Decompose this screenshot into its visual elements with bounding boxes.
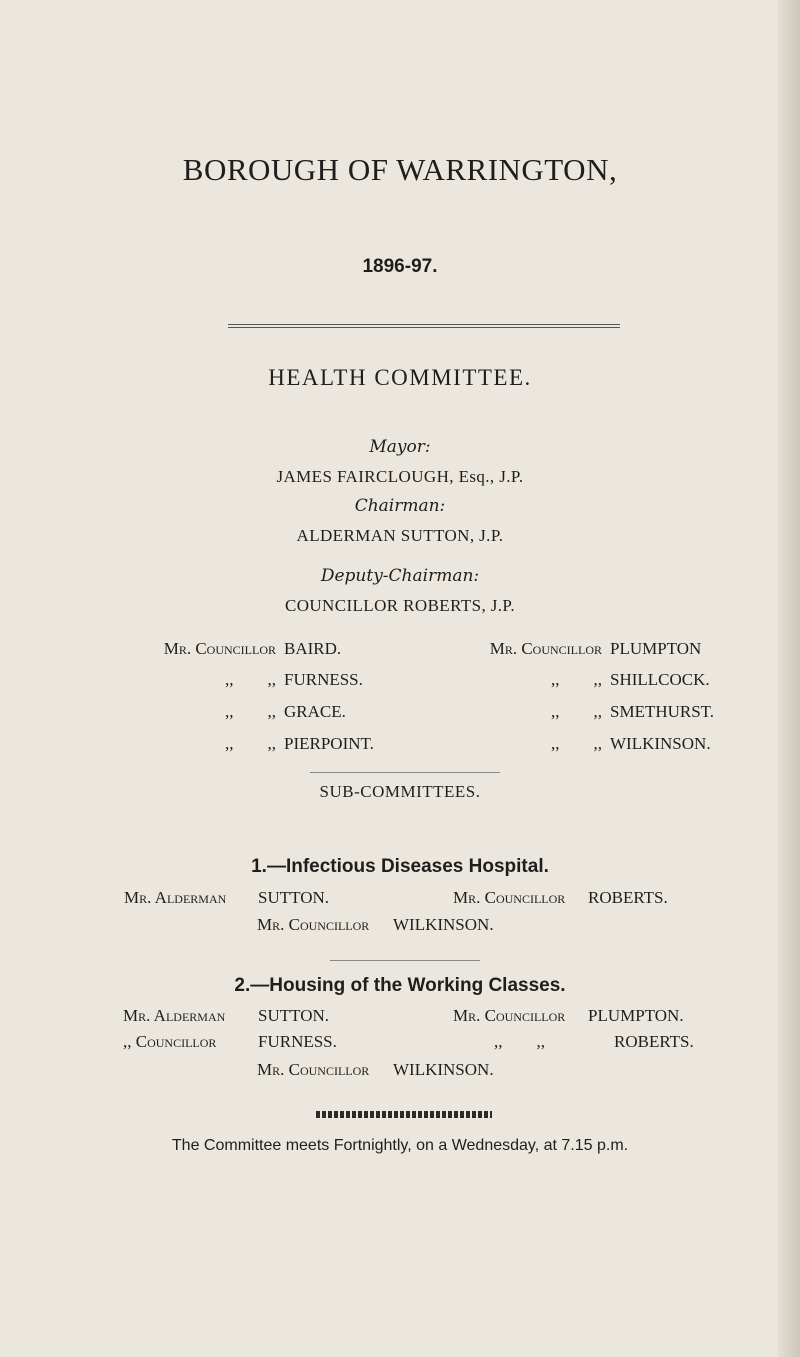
member-name: WILKINSON. xyxy=(610,734,711,753)
sub2-row1-right-prefix: Mr. Councillor xyxy=(453,1006,566,1025)
year-label: 1896-97. xyxy=(362,256,438,277)
member-prefix: ,, ,, xyxy=(225,670,276,689)
meeting-note: The Committee meets Fortnightly, on a Wednesday, at 7.15 p.m. xyxy=(171,1137,629,1154)
member-prefix: Mr. Councillor xyxy=(163,639,276,658)
sub1-center-prefix: Mr. Councillor xyxy=(257,915,370,934)
sub2-row2-right-prefix: ,, ,, xyxy=(494,1032,545,1051)
member-name: PIERPOINT. xyxy=(284,734,374,753)
sub2-row1-left-prefix: Mr. Alderman xyxy=(123,1006,226,1025)
sub1-left-name: SUTTON. xyxy=(258,888,329,907)
member-prefix: ,, ,, xyxy=(551,702,602,721)
deputy-chairman-role: Deputy-Chairman: xyxy=(320,566,480,586)
chairman-role: Chairman: xyxy=(354,496,446,516)
borough-title: BOROUGH OF WARRINGTON, xyxy=(182,152,618,187)
sub2-center-prefix: Mr. Councillor xyxy=(257,1060,370,1079)
sub2-center-name: WILKINSON. xyxy=(393,1060,494,1079)
member-name: GRACE. xyxy=(284,702,346,721)
member-name: BAIRD. xyxy=(284,639,342,658)
divider-rule xyxy=(228,327,620,328)
mayor-name: JAMES FAIRCLOUGH, Esq., J.P. xyxy=(276,467,524,486)
member-name: SHILLCOCK. xyxy=(610,670,710,689)
sub2-row2-left-name: FURNESS. xyxy=(258,1032,337,1051)
sub1-right-name: ROBERTS. xyxy=(588,888,668,907)
deputy-chairman-name: COUNCILLOR ROBERTS, J.P. xyxy=(284,596,516,615)
sub1-right-prefix: Mr. Councillor xyxy=(453,888,566,907)
member-name: SMETHURST. xyxy=(610,702,715,721)
member-name: PLUMPTON xyxy=(610,639,702,658)
sub1-center-name: WILKINSON. xyxy=(393,915,494,934)
divider-rule xyxy=(330,960,480,961)
member-prefix: ,, ,, xyxy=(225,734,276,753)
sub2-row1-left-name: SUTTON. xyxy=(258,1006,329,1025)
sub2-row2-right-name: ROBERTS. xyxy=(614,1032,694,1051)
divider-rule xyxy=(310,772,500,773)
committee-heading: HEALTH COMMITTEE. xyxy=(268,365,532,390)
mayor-role: Mayor: xyxy=(369,437,431,457)
divider-rule xyxy=(228,324,620,325)
sub1-left-prefix: Mr. Alderman xyxy=(124,888,227,907)
member-name: FURNESS. xyxy=(284,670,363,689)
ornamental-rule xyxy=(316,1111,492,1118)
chairman-name: ALDERMAN SUTTON, J.P. xyxy=(296,526,504,545)
member-prefix: ,, ,, xyxy=(551,734,602,753)
member-prefix: ,, ,, xyxy=(225,702,276,721)
member-prefix: ,, ,, xyxy=(551,670,602,689)
subcommittees-heading: SUB-COMMITTEES. xyxy=(319,782,481,801)
subcommittee-1-title: 1.—Infectious Diseases Hospital. xyxy=(251,856,549,877)
sub2-row1-right-name: PLUMPTON. xyxy=(588,1006,684,1025)
subcommittee-2-title: 2.—Housing of the Working Classes. xyxy=(234,975,566,996)
sub2-row2-left-prefix: ,, Councillor xyxy=(123,1032,217,1051)
member-prefix: Mr. Councillor xyxy=(489,639,602,658)
